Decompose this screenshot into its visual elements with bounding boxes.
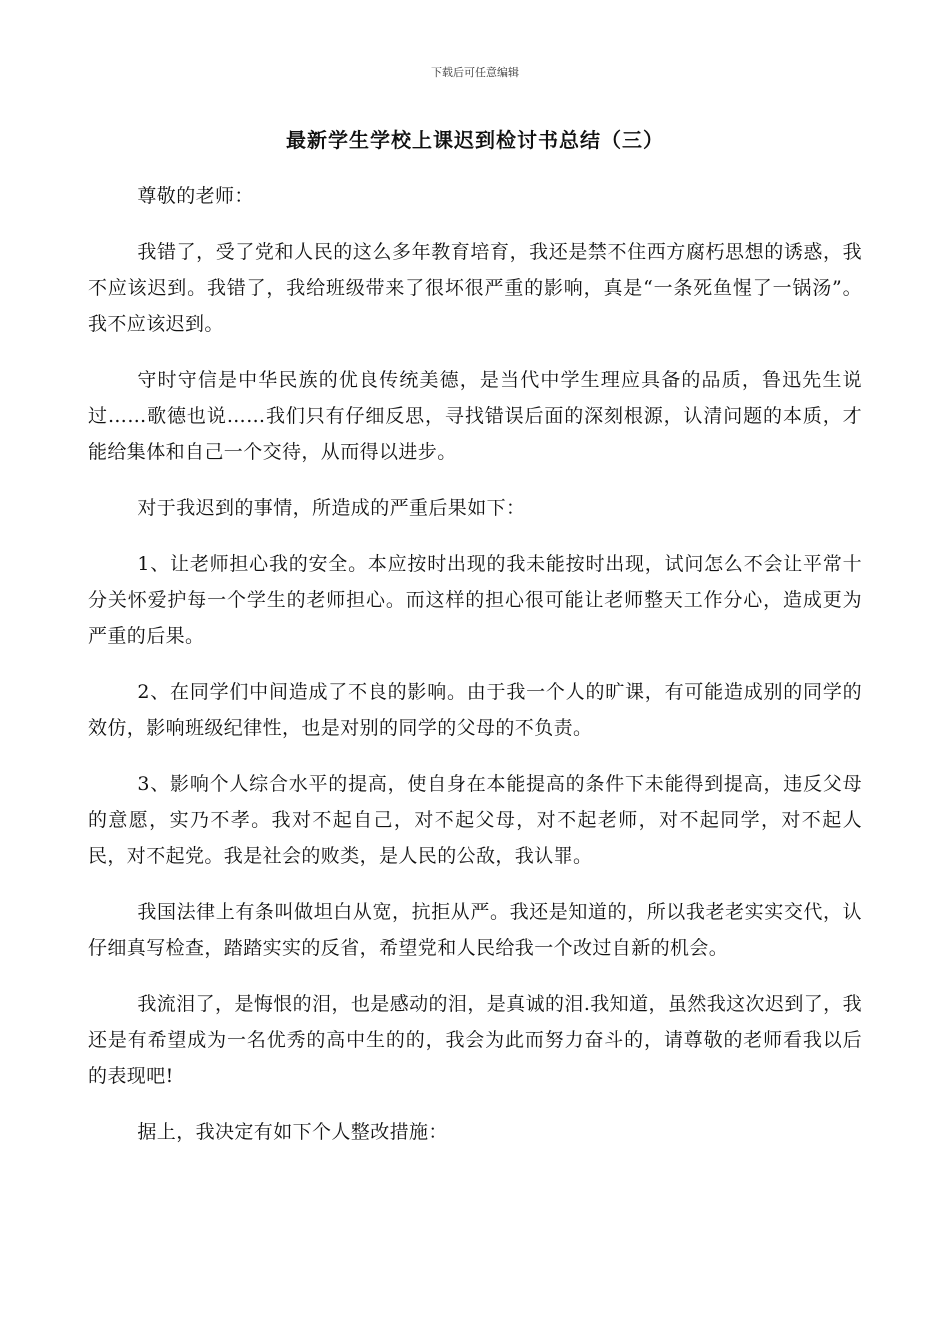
header-note: 下载后可任意编辑 <box>431 66 519 79</box>
document-body <box>88 178 862 1170</box>
paragraph-1: 我错了，受了党和人民的这么多年教育培育，我还是禁不住西方腐朽思想的诱惑，我不应该迟到。我错了，我给班级带来了很坏很严重的影响，真是“一条死鱼惺了一锅汤”。我不应该迟到。 <box>88 241 862 335</box>
document-title: 最新学生学校上课迟到检讨书总结（三） <box>286 128 664 152</box>
paragraph-9: 据上，我决定有如下个人整改措施： <box>137 1121 448 1143</box>
paragraph-4: 1、让老师担心我的安全。本应按时出现的我未能按时出现，试问怎么不会让平常十分关怀爱护每一个学生的老师担心。而这样的担心很可能让老师整天工作分心，造成更为严重的后果。 <box>88 553 862 647</box>
paragraph-2: 守时守信是中华民族的优良传统美德，是当代中学生理应具备的品质，鲁迅先生说过……歌德也说……我们只有仔细反思，寻找错误后面的深刻根源，认清问题的本质，才能给集体和自己一个交待，从而得以进步。 <box>88 369 862 463</box>
salutation: 尊敬的老师： <box>137 185 254 207</box>
paragraph-3: 对于我迟到的事情，所造成的严重后果如下： <box>137 497 526 519</box>
paragraph-7: 我国法律上有条叫做坦白从宽，抗拒从严。我还是知道的，所以我老老实实交代，认仔细真写检查，踏踏实实的反省，希望党和人民给我一个改过自新的机会。 <box>88 901 862 959</box>
paragraph-8: 我流泪了，是悔恨的泪，也是感动的泪，是真诚的泪.我知道，虽然我这次迟到了，我还是有希望成为一名优秀的高中生的的，我会为此而努力奋斗的，请尊敬的老师看我以后的表现吧! <box>88 993 862 1087</box>
paragraph-6: 3、影响个人综合水平的提高，使自身在本能提高的条件下未能得到提高，违反父母的意愿，实乃不孝。我对不起自己，对不起父母，对不起老师，对不起同学，对不起人民，对不起党。我是社会的败类，是人民的公敌，我认罪。 <box>88 773 862 867</box>
paragraph-5: 2、在同学们中间造成了不良的影响。由于我一个人的旷课，有可能造成别的同学的效仿，影响班级纪律性，也是对别的同学的父母的不负责。 <box>88 681 862 739</box>
